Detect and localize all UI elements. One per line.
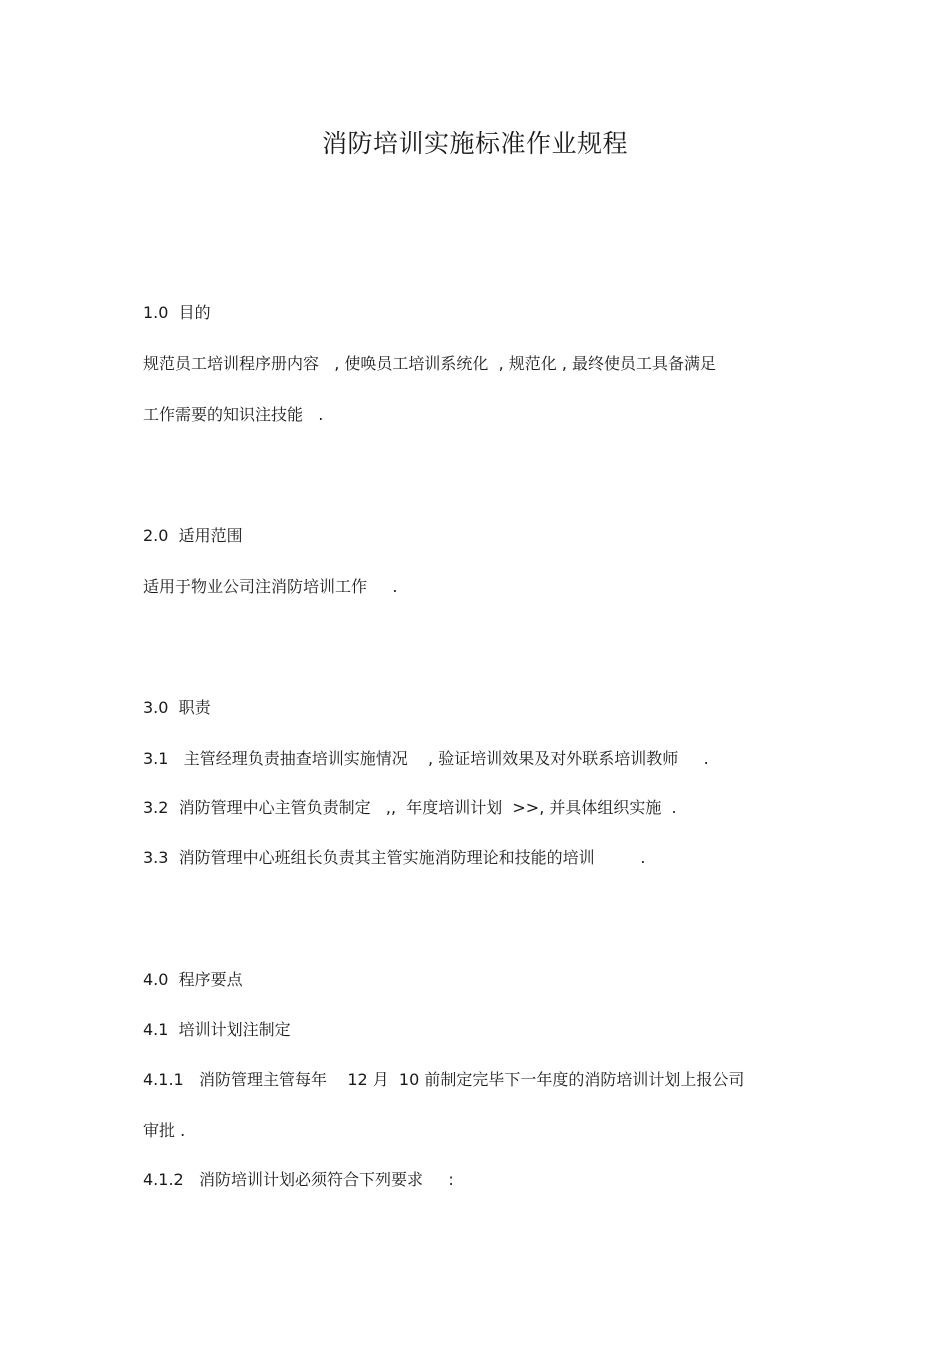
section-4-item-4-1-1-line-1: 4.1.1 消防管理主管每年 12 月 10 前制定完毕下一年度的消防培训计划上报公司 (143, 1070, 745, 1089)
section-4-item-4-1-1-line-2: 审批 . (143, 1121, 186, 1140)
section-2-heading: 2.0 适用范围 (143, 526, 243, 545)
section-3-item-3: 3.3 消防管理中心班组长负责其主管实施消防理论和技能的培训 . (143, 848, 646, 867)
section-1-heading: 1.0 目的 (143, 303, 211, 322)
section-1-body-line-1: 规范员工培训程序册内容 , 使唤员工培训系统化 , 规范化 , 最终使员工具备满足 (143, 354, 717, 373)
section-1-body-line-2: 工作需要的知识注技能 . (143, 405, 324, 424)
section-4-item-4-1-2: 4.1.2 消防培训计划必须符合下列要求 : (143, 1170, 454, 1189)
section-4-subheading-4-1: 4.1 培训计划注制定 (143, 1020, 291, 1039)
document-title: 消防培训实施标准作业规程 (321, 129, 628, 158)
section-3-item-2: 3.2 消防管理中心主管负责制定 ,, 年度培训计划 >>, 并具体组织实施 . (143, 798, 677, 817)
section-3-heading: 3.0 职责 (143, 698, 211, 717)
section-3-item-1: 3.1 主管经理负责抽查培训实施情况 , 验证培训效果及对外联系培训教师 . (143, 749, 709, 768)
section-4-heading: 4.0 程序要点 (143, 970, 243, 989)
section-2-body: 适用于物业公司注消防培训工作 . (143, 577, 398, 596)
